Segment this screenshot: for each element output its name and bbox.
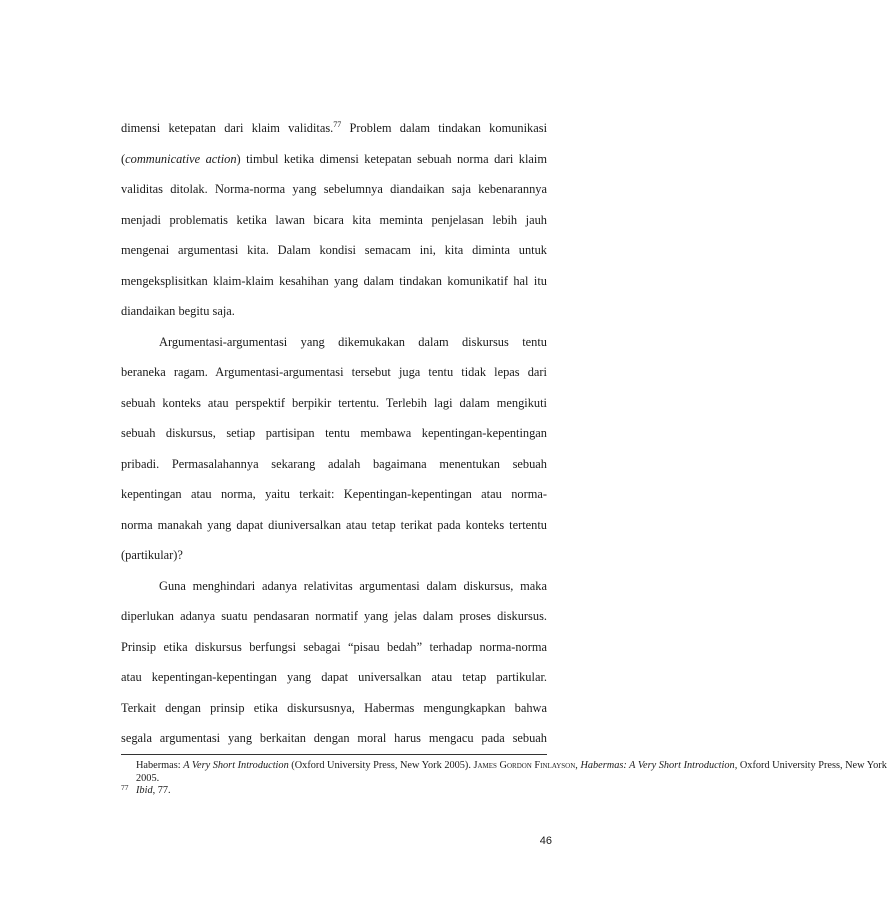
footnotes [121,760,887,798]
text-span: Oxford University Press, New York [737,760,887,771]
text-span: ) timbul ketika dimensi ketepatan sebuah norma dari klaim [236,151,547,166]
text-span: ( [121,151,126,166]
footnote-number [121,757,136,782]
footnote-line: 2005. [136,772,160,784]
text-line: Guna menghindari adanya relativitas argumentasi dalam diskursus, maka [159,578,547,593]
text-line: mengeksplisitkan klaim-klaim kesahihan yang dalam tindakan komunikatif hal itu [121,273,547,288]
text-span: (Oxford University Press, New York 2005). [288,760,474,771]
text-line: validitas ditolak. Norma-norma yang sebelumnya diandaikan saja kebenarannya [121,182,547,196]
text-line: kepentingan atau norma, yaitu terkait: Kepentingan-kepentingan atau norma- [121,487,547,501]
text-line: sebuah diskursus, setiap partisipan tentu membawa kepentingan-kepentingan [121,426,547,440]
page-number: 46 [539,835,552,847]
text-line: sebuah konteks atau perspektif berpikir tertentu. Terlebih lagi dalam mengikuti [121,395,547,410]
text-line: norma manakah yang dapat diuniversalkan atau tetap terikat pada konteks tertentu [121,517,547,532]
footnote-text [136,760,887,785]
footnote-divider [121,754,547,755]
text-line [121,149,547,180]
book-title: A Very Short Introduction [183,760,289,771]
text-line: menjadi problematis ketika lawan bicara kita meminta penjelasan lebih jauh [121,212,547,227]
text-line: mengenai argumentasi kita. Dalam kondisi semacam ini, kita diminta untuk [121,243,547,257]
footnote-76 [121,760,887,785]
text-line: Argumentasi-argumentasi yang dikemukakan dalam diskursus tentu [159,334,547,349]
italic-term: communicative action [125,151,237,166]
footnote-line [136,785,547,798]
text-span: , 77. [152,785,171,796]
text-span: Problem dalam tindakan komunikasi [341,121,548,135]
footnote-number: 77 [121,783,129,792]
book-title: Habermas: A Very Short Introduction, [580,760,738,771]
text-span: dimensi ketepatan dari klaim validitas. [121,121,334,135]
text-line: beraneka ragam. Argumentasi-argumentasi tersebut juga tentu tidak lepas dari [121,365,547,379]
text-line: segala argumentasi yang berkaitan dengan moral harus mengacu pada sebuah [121,731,547,745]
footnote-text [136,785,547,798]
footnote-77 [121,785,547,798]
text-line: (partikular)? [121,548,183,562]
text-line: diperlukan adanya suatu pendasaran normatif yang jelas dalam proses diskursus. [121,609,547,623]
text-span: Habermas: [136,760,184,771]
text-line: diandaikan begitu saja. [121,304,235,318]
author-name: James Gordon Finlayson [473,760,576,771]
main-text [121,118,547,759]
text-line: pribadi. Permasalahannya sekarang adalah bagaimana menentukan sebuah [121,456,547,471]
text-line: atau kepentingan-kepentingan yang dapat universalkan atau tetap partikular. [121,670,547,684]
ibid-term: Ibid [136,785,153,796]
text-line [121,118,547,149]
text-line: Prinsip etika diskursus berfungsi sebagai “pisau bedah” terhadap norma-norma [121,639,547,654]
text-line: Terkait dengan prinsip etika diskursusnya, Habermas mengungkapkan bahwa [121,700,547,715]
footnote-reference[interactable]: 77 [333,120,342,129]
text-span: , [575,760,581,771]
footnote-line [136,760,887,773]
